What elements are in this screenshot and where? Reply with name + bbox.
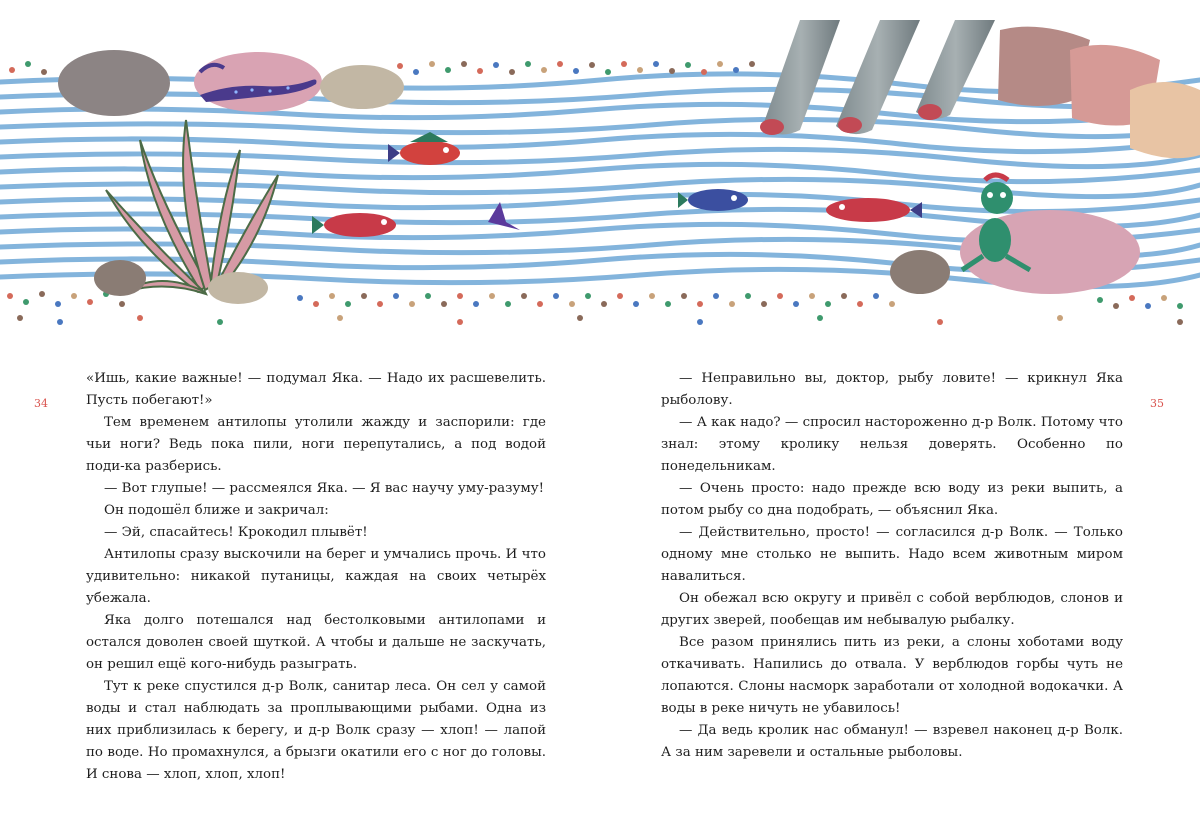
river-illustration: [0, 0, 1200, 345]
left-page-text: [86, 368, 546, 786]
paragraph: «Ишь, какие важные! — подумал Яка. — Надо их расшевелить. Пусть побегают!»: [86, 371, 546, 408]
right-page-text: [661, 368, 1123, 764]
paragraph: — Действительно, просто! — согласился д-р Волк. — Только одному мне столько не выпить. Надо всем животным миром навалиться.: [661, 525, 1123, 584]
stone-bottom-mid: [208, 272, 268, 304]
paragraph: Все разом принялись пить из реки, а слоны хоботами воду откачивать. Напились до отвала. У верблюдов горбы чуть не лопаются. Слоны насморк заработали от холодной водокачки. А воды в реке ничуть не убавилось!: [661, 635, 1123, 716]
beige-stone: [320, 65, 404, 109]
paragraph: Тут к реке спустился д-р Волк, санитар леса. Он сел у самой воды и стал наблюдать за проплывающими рыбами. Одна из них приблизилась к берегу, и д-р Волк сразу — хлоп! — лапой по воде. Но промахнулся, а брызги окатили его с ног до головы. И снова — хлоп, хлоп, хлоп!: [86, 679, 546, 782]
paragraph: Антилопы сразу выскочили на берег и умчались прочь. И что удивительно: никакой путаницы, каждая на своих четырёх убежала.: [86, 547, 546, 606]
page-number-left: 34: [34, 397, 48, 410]
stone-bottom-left: [94, 260, 146, 296]
fish-center: [678, 189, 748, 211]
small-stone: [890, 250, 950, 294]
paragraph: Он обежал всю округу и привёл с собой верблюдов, слонов и других зверей, пообещав им небывалую рыбалку.: [661, 591, 1123, 628]
paragraph: — Вот глупые! — рассмеялся Яка. — Я вас научу уму-разуму!: [104, 481, 545, 496]
paragraph: Тем временем антилопы утолили жажду и заспорили: где чьи ноги? Ведь пока пили, ноги перепутались, а под водой поди-ка разберись.: [86, 415, 546, 474]
pink-stone: [194, 52, 322, 112]
page-number-right: 35: [1150, 397, 1164, 410]
grey-stone: [58, 50, 170, 116]
fish-right: [826, 198, 922, 222]
paragraph: — Эй, спасайтесь! Крокодил плывёт!: [104, 525, 368, 540]
bottom-pebbles: [7, 291, 1183, 325]
paragraph: Он подошёл ближе и закричал:: [104, 503, 329, 518]
paragraph: — Да ведь кролик нас обманул! — взревел наконец д-р Волк. А за ним заревели и остальные рыболовы.: [661, 723, 1123, 760]
paragraph: — А как надо? — спросил настороженно д-р Волк. Потому что знал: этому кролику нельзя доверять. Особенно по понедельникам.: [661, 415, 1123, 474]
paragraph: — Очень просто: надо прежде всю воду из реки выпить, а потом рыбу со дна подобрать, — объяснил Яка.: [661, 481, 1123, 518]
paragraph: — Неправильно вы, доктор, рыбу ловите! — крикнул Яка рыболову.: [661, 371, 1123, 408]
paragraph: Яка долго потешался над бестолковыми антилопами и остался доволен своей шуткой. А чтобы и дальше не заскучать, он решил ещё кого-нибудь разыграть.: [86, 613, 546, 672]
